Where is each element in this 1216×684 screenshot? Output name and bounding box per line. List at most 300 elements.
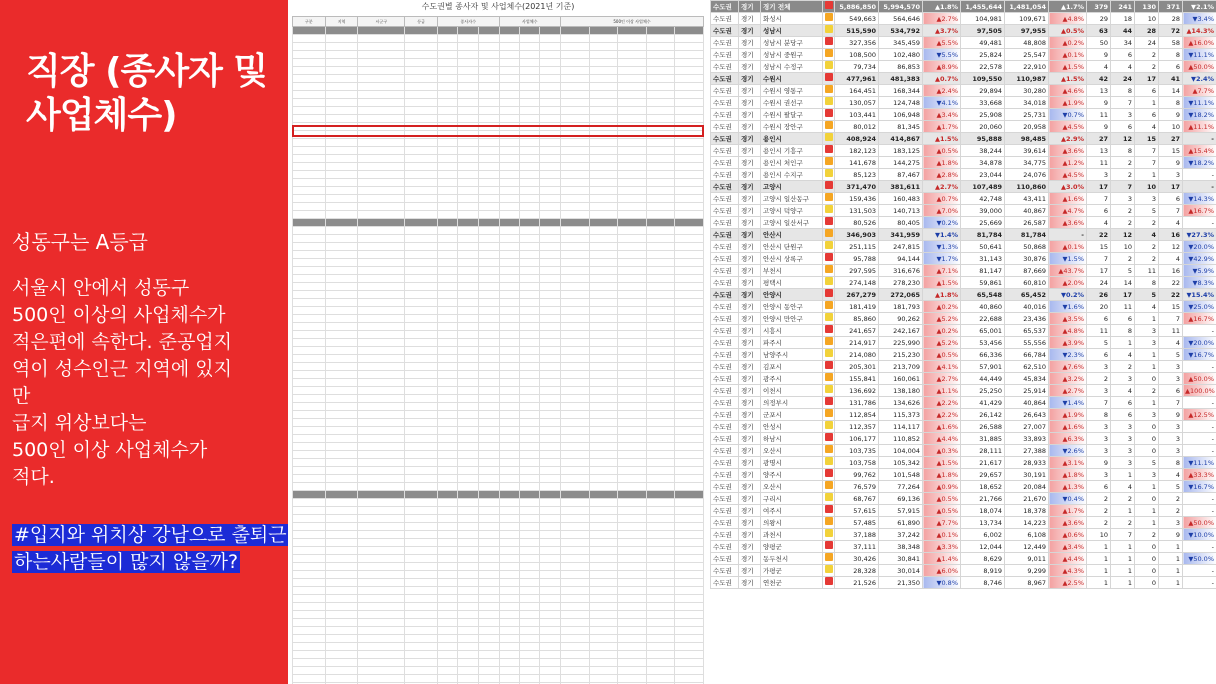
mid-cell [561, 675, 590, 683]
cell-a: 112,854 [835, 409, 879, 421]
cell-e: 9 [1087, 97, 1111, 109]
cell-d: 110,987 [1005, 73, 1049, 85]
mid-cell [358, 443, 405, 451]
cell-b: 124,748 [879, 97, 923, 109]
cell-city: 의정부시 [761, 397, 823, 409]
mid-cell [618, 99, 647, 107]
mid-cell [437, 371, 457, 379]
mid-cell [325, 643, 358, 651]
mid-cell [618, 275, 647, 283]
mid-table-row [293, 603, 704, 611]
mid-cell [561, 51, 590, 59]
mid-cell [293, 75, 326, 83]
mid-cell [437, 419, 457, 427]
mid-cell [589, 243, 618, 251]
cell-region: 수도권 [711, 397, 739, 409]
mid-cell [646, 115, 675, 123]
mid-cell [325, 435, 358, 443]
mid-cell [499, 603, 519, 611]
cell-h: 3 [1159, 361, 1183, 373]
cell-province: 경기 [739, 493, 761, 505]
grade-marker [825, 517, 833, 525]
mid-cell [478, 347, 499, 355]
cell-c: 21,617 [961, 457, 1005, 469]
mid-cell [437, 43, 457, 51]
mid-cell [675, 467, 704, 475]
mid-cell [437, 643, 457, 651]
cell-h: 5 [1159, 349, 1183, 361]
mid-cell [589, 563, 618, 571]
mid-cell [478, 275, 499, 283]
mid-cell [646, 171, 675, 179]
mid-cell [358, 347, 405, 355]
mid-cell [540, 219, 561, 227]
cell-grade [823, 313, 835, 325]
mid-cell [618, 491, 647, 499]
cell-b: 80,405 [879, 217, 923, 229]
cell-f: 2 [1111, 361, 1135, 373]
mid-th-grade: 등급 [405, 17, 438, 27]
mid-cell [358, 51, 405, 59]
mid-cell [405, 179, 438, 187]
mid-cell [358, 43, 405, 51]
mid-cell [325, 27, 358, 35]
gyeonggi-row [711, 121, 1216, 133]
cell-chg3: ▼18.2% [1183, 157, 1216, 169]
mid-cell [437, 579, 457, 587]
mid-cell [675, 667, 704, 675]
mid-cell [540, 475, 561, 483]
mid-cell [437, 651, 457, 659]
mid-cell [458, 675, 478, 683]
mid-table-row [293, 283, 704, 291]
cell-province: 경기 [739, 277, 761, 289]
cell-b: 272,065 [879, 289, 923, 301]
mid-cell [358, 211, 405, 219]
mid-cell [561, 259, 590, 267]
mid-cell [478, 179, 499, 187]
cell-city: 오산시 [761, 481, 823, 493]
cell-e: 6 [1087, 313, 1111, 325]
cell-city: 안산시 [761, 229, 823, 241]
cell-chg2: ▲3.9% [1049, 337, 1087, 349]
cell-chg: ▲4.4% [923, 433, 961, 445]
mid-cell [325, 395, 358, 403]
cell-c: 34,878 [961, 157, 1005, 169]
cell-province: 경기 [739, 385, 761, 397]
cell-c: 95,888 [961, 133, 1005, 145]
mid-cell [325, 531, 358, 539]
mid-cell [293, 499, 326, 507]
mid-cell [675, 291, 704, 299]
cell-grade [823, 529, 835, 541]
mid-cell [540, 347, 561, 355]
mid-cell [618, 499, 647, 507]
cell-d: 30,191 [1005, 469, 1049, 481]
cell-chg: ▲0.5% [923, 349, 961, 361]
cell-h: 1 [1159, 577, 1183, 589]
mid-cell [437, 291, 457, 299]
cell-chg2: ▼0.7% [1049, 109, 1087, 121]
cell-g: 6 [1135, 109, 1159, 121]
cell-city: 양평군 [761, 541, 823, 553]
mid-table-row [293, 651, 704, 659]
mid-cell [405, 523, 438, 531]
cell-h: 72 [1159, 25, 1183, 37]
mid-cell [499, 299, 519, 307]
cell-b: 564,646 [879, 13, 923, 25]
mid-cell [405, 539, 438, 547]
mid-cell [437, 603, 457, 611]
mid-table-row [293, 579, 704, 587]
mid-cell [519, 355, 539, 363]
mid-cell [325, 483, 358, 491]
cell-f: 12 [1111, 229, 1135, 241]
cell-province: 경기 [739, 517, 761, 529]
cell-d: 40,867 [1005, 205, 1049, 217]
cell-city: 여주시 [761, 505, 823, 517]
cell-f: 3 [1111, 445, 1135, 457]
gyeonggi-row [711, 145, 1216, 157]
cell-chg3: - [1183, 361, 1216, 373]
mid-cell [519, 43, 539, 51]
cell-region: 수도권 [711, 553, 739, 565]
mid-cell [589, 547, 618, 555]
mid-cell [325, 459, 358, 467]
mid-cell [646, 547, 675, 555]
cell-f: 1 [1111, 541, 1135, 553]
cell-c: 38,244 [961, 145, 1005, 157]
mid-cell [519, 91, 539, 99]
mid-cell [675, 571, 704, 579]
cell-c: 41,429 [961, 397, 1005, 409]
cell-province: 경기 [739, 169, 761, 181]
mid-cell [519, 99, 539, 107]
cell-d: 39,614 [1005, 145, 1049, 157]
mid-cell [405, 203, 438, 211]
mid-cell [561, 35, 590, 43]
mid-cell [358, 59, 405, 67]
mid-cell [561, 427, 590, 435]
mid-cell [458, 459, 478, 467]
mid-table-row [293, 355, 704, 363]
cell-city: 수원시 영통구 [761, 85, 823, 97]
mid-th-businesses: 사업체수 [499, 17, 561, 27]
mid-cell [437, 171, 457, 179]
gyeonggi-row [711, 325, 1216, 337]
mid-cell [458, 259, 478, 267]
mid-cell [646, 411, 675, 419]
mid-cell [519, 307, 539, 315]
cell-a: 112,357 [835, 421, 879, 433]
mid-cell [478, 235, 499, 243]
mid-cell [358, 35, 405, 43]
cell-c: 8,629 [961, 553, 1005, 565]
cell-province: 경기 [739, 205, 761, 217]
mid-cell [478, 371, 499, 379]
cell-g: 5 [1135, 289, 1159, 301]
mid-table-panel [288, 0, 708, 684]
hashtag-text: #입지와 위치상 강남으로 출퇴근하는사람들이 많지 않을까? [14, 524, 287, 573]
mid-cell [358, 27, 405, 35]
mid-cell [540, 579, 561, 587]
mid-cell [561, 331, 590, 339]
cell-region: 수도권 [711, 421, 739, 433]
cell-chg3: ▼3.4% [1183, 13, 1216, 25]
cell-chg3: - [1183, 421, 1216, 433]
mid-cell [293, 99, 326, 107]
cell-city: 수원시 장안구 [761, 121, 823, 133]
mid-cell [561, 315, 590, 323]
mid-cell [675, 475, 704, 483]
mid-cell [437, 611, 457, 619]
cell-f: 6 [1111, 313, 1135, 325]
mid-cell [646, 83, 675, 91]
mid-cell [405, 611, 438, 619]
cell-d: 65,452 [1005, 289, 1049, 301]
mid-cell [358, 379, 405, 387]
cell-grade [823, 193, 835, 205]
mid-cell [437, 323, 457, 331]
mid-cell [618, 251, 647, 259]
mid-cell [519, 115, 539, 123]
mid-cell [405, 259, 438, 267]
mid-cell [540, 43, 561, 51]
mid-cell [519, 235, 539, 243]
mid-cell [519, 219, 539, 227]
cell-e: 17 [1087, 265, 1111, 277]
mid-cell [458, 659, 478, 667]
cell-g: 2 [1135, 385, 1159, 397]
cell-region: 수도권 [711, 277, 739, 289]
cell-b: 102,480 [879, 49, 923, 61]
cell-city: 가평군 [761, 565, 823, 577]
mid-cell [478, 419, 499, 427]
cell-chg2: ▲1.8% [1049, 469, 1087, 481]
mid-cell [325, 51, 358, 59]
cell-g: 130 [1135, 1, 1159, 13]
cell-city: 용인시 처인구 [761, 157, 823, 169]
cell-d: 109,671 [1005, 13, 1049, 25]
mid-cell [293, 411, 326, 419]
mid-cell [437, 675, 457, 683]
mid-cell [618, 643, 647, 651]
cell-f: 3 [1111, 373, 1135, 385]
cell-e: 13 [1087, 85, 1111, 97]
cell-chg2: ▲1.9% [1049, 409, 1087, 421]
mid-table-row [293, 635, 704, 643]
mid-cell [458, 283, 478, 291]
mid-cell [646, 91, 675, 99]
mid-cell [325, 83, 358, 91]
mid-table-row [293, 83, 704, 91]
mid-cell [458, 323, 478, 331]
mid-table-row [293, 555, 704, 563]
cell-g: 0 [1135, 553, 1159, 565]
mid-cell [561, 435, 590, 443]
mid-cell [675, 547, 704, 555]
cell-grade [823, 373, 835, 385]
mid-cell [358, 499, 405, 507]
mid-cell [478, 51, 499, 59]
mid-cell [540, 227, 561, 235]
cell-city: 동두천시 [761, 553, 823, 565]
cell-h: 9 [1159, 109, 1183, 121]
cell-a: 182,123 [835, 145, 879, 157]
cell-chg: ▲7.7% [923, 517, 961, 529]
mid-cell [499, 339, 519, 347]
mid-cell [478, 195, 499, 203]
mid-cell [458, 475, 478, 483]
cell-province: 경기 [739, 85, 761, 97]
mid-cell [293, 211, 326, 219]
mid-cell [675, 259, 704, 267]
cell-chg2: ▲7.6% [1049, 361, 1087, 373]
grade-marker [825, 397, 833, 405]
cell-g: 1 [1135, 169, 1159, 181]
grade-marker [825, 409, 833, 417]
mid-cell [540, 675, 561, 683]
mid-cell [478, 43, 499, 51]
mid-table-row [293, 571, 704, 579]
mid-cell [646, 187, 675, 195]
cell-chg2: ▲3.6% [1049, 145, 1087, 157]
cell-grade [823, 553, 835, 565]
cell-a: 103,758 [835, 457, 879, 469]
cell-g: 1 [1135, 97, 1159, 109]
mid-cell [646, 67, 675, 75]
cell-b: 110,852 [879, 433, 923, 445]
mid-cell [519, 283, 539, 291]
mid-cell [646, 635, 675, 643]
mid-cell [499, 563, 519, 571]
mid-cell [458, 235, 478, 243]
cell-city: 광주시 [761, 373, 823, 385]
mid-cell [675, 379, 704, 387]
cell-a: 103,735 [835, 445, 879, 457]
mid-cell [646, 523, 675, 531]
mid-cell [646, 603, 675, 611]
cell-city: 안산시 단원구 [761, 241, 823, 253]
mid-cell [293, 467, 326, 475]
mid-cell [458, 211, 478, 219]
cell-a: 214,917 [835, 337, 879, 349]
cell-a: 37,188 [835, 529, 879, 541]
mid-cell [325, 59, 358, 67]
mid-cell [405, 491, 438, 499]
mid-cell [589, 627, 618, 635]
cell-b: 77,264 [879, 481, 923, 493]
mid-cell [405, 91, 438, 99]
cell-c: 25,824 [961, 49, 1005, 61]
cell-chg3: ▲7.7% [1183, 85, 1216, 97]
mid-cell [499, 379, 519, 387]
cell-region: 수도권 [711, 469, 739, 481]
cell-d: 55,556 [1005, 337, 1049, 349]
cell-region: 수도권 [711, 169, 739, 181]
gyeonggi-row [711, 217, 1216, 229]
mid-cell [437, 595, 457, 603]
mid-cell [325, 179, 358, 187]
cell-province: 경기 [739, 433, 761, 445]
cell-region: 수도권 [711, 313, 739, 325]
mid-cell [478, 339, 499, 347]
mid-cell [405, 475, 438, 483]
cell-d: 12,449 [1005, 541, 1049, 553]
mid-cell [618, 35, 647, 43]
cell-a: 214,080 [835, 349, 879, 361]
cell-region: 수도권 [711, 433, 739, 445]
mid-cell [293, 619, 326, 627]
cell-chg2: ▲3.6% [1049, 217, 1087, 229]
mid-cell [618, 427, 647, 435]
mid-cell [646, 563, 675, 571]
cell-f: 3 [1111, 109, 1135, 121]
cell-chg3: - [1183, 565, 1216, 577]
mid-cell [478, 91, 499, 99]
mid-cell [458, 667, 478, 675]
mid-cell [618, 355, 647, 363]
mid-cell [589, 443, 618, 451]
mid-cell [458, 115, 478, 123]
mid-cell [437, 139, 457, 147]
cell-grade [823, 289, 835, 301]
mid-cell [437, 219, 457, 227]
mid-cell [499, 467, 519, 475]
cell-e: 17 [1087, 181, 1111, 193]
mid-cell [561, 243, 590, 251]
mid-cell [293, 395, 326, 403]
mid-cell [540, 443, 561, 451]
cell-city: 고양시 일산서구 [761, 217, 823, 229]
cell-chg2: ▲3.5% [1049, 313, 1087, 325]
cell-region: 수도권 [711, 73, 739, 85]
mid-cell [458, 403, 478, 411]
mid-cell [478, 475, 499, 483]
mid-cell [499, 115, 519, 123]
mid-table-row [293, 507, 704, 515]
mid-cell [618, 347, 647, 355]
mid-cell [405, 267, 438, 275]
cell-grade [823, 565, 835, 577]
cell-city: 고양시 [761, 181, 823, 193]
mid-cell [618, 259, 647, 267]
cell-e: 6 [1087, 349, 1111, 361]
mid-cell [589, 555, 618, 563]
mid-cell [405, 659, 438, 667]
mid-cell [675, 435, 704, 443]
mid-cell [675, 619, 704, 627]
cell-grade [823, 349, 835, 361]
mid-table-row [293, 275, 704, 283]
mid-cell [478, 163, 499, 171]
mid-table-row [293, 107, 704, 115]
mid-table-row [293, 251, 704, 259]
mid-table-row [293, 563, 704, 571]
mid-cell [675, 459, 704, 467]
cell-chg2: ▲0.5% [1049, 25, 1087, 37]
gyeonggi-row [711, 37, 1216, 49]
cell-e: 7 [1087, 193, 1111, 205]
mid-cell [540, 203, 561, 211]
mid-cell [561, 387, 590, 395]
cell-city: 성남시 중원구 [761, 49, 823, 61]
mid-cell [499, 403, 519, 411]
grade-marker [825, 1, 833, 9]
mid-cell [561, 555, 590, 563]
mid-cell [499, 27, 519, 35]
mid-cell [499, 435, 519, 443]
